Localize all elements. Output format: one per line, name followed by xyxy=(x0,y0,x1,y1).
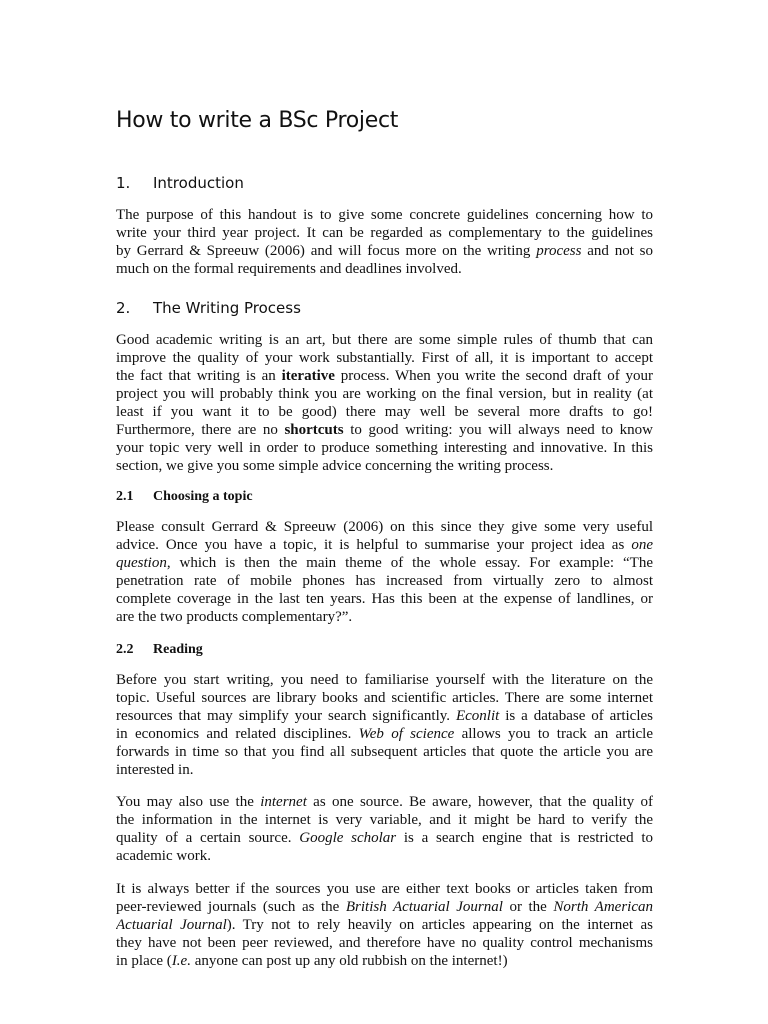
italic-text: question xyxy=(116,555,167,571)
text-run: are the two products complementary?”. xyxy=(116,609,353,625)
text-run: forwards in time so that you find all subsequent articles that quote the article you are xyxy=(116,744,653,760)
italic-text: Actuarial Journal xyxy=(116,917,227,933)
text-run: they have not been peer reviewed, and therefore have no quality control mechanisms xyxy=(116,935,653,951)
text-run: is a database of articles xyxy=(499,708,653,724)
text-line xyxy=(116,916,653,934)
text-line xyxy=(116,590,653,608)
text-run: by Gerrard & Spreeuw (2006) and will focus more on the writing xyxy=(116,243,537,259)
text-line xyxy=(116,847,653,865)
text-run: Furthermore, there are no xyxy=(116,422,285,438)
text-line xyxy=(116,880,653,898)
paragraph xyxy=(116,880,653,970)
text-line xyxy=(116,385,653,403)
bold-text: iterative xyxy=(281,368,335,384)
section-heading xyxy=(116,174,244,192)
paragraph xyxy=(116,331,653,475)
text-run: advice. Once you have a topic, it is helpful to summarise your project idea as xyxy=(116,537,632,553)
text-run: allows you to track an article xyxy=(454,726,653,742)
text-line xyxy=(116,367,653,385)
text-run: peer-reviewed journals (such as the xyxy=(116,899,346,915)
text-line xyxy=(116,554,653,572)
text-line xyxy=(116,952,653,970)
subsection-title: Choosing a topic xyxy=(153,489,253,504)
text-line xyxy=(116,725,653,743)
text-line xyxy=(116,793,653,811)
text-line xyxy=(116,608,653,626)
text-line xyxy=(116,761,653,779)
text-run: quality of a certain source. xyxy=(116,830,300,846)
text-run: topic. Useful sources are library books and scientific articles. There are some internet xyxy=(116,690,653,706)
subsection-number: 2.2 xyxy=(116,642,134,657)
text-line xyxy=(116,457,653,475)
text-line xyxy=(116,260,653,278)
text-run: Please consult Gerrard & Spreeuw (2006) on this since they give some very useful xyxy=(116,519,653,535)
text-line xyxy=(116,689,653,707)
italic-text: North American xyxy=(553,899,653,915)
text-line xyxy=(116,518,653,536)
text-run: to good writing: you will always need to know xyxy=(343,422,653,438)
text-run: ). Try not to rely heavily on articles appearing on the internet as xyxy=(226,917,653,933)
text-run: penetration rate of mobile phones has increased from virtually zero to almost xyxy=(116,573,653,589)
paragraph xyxy=(116,671,653,779)
text-run: It is always better if the sources you use are either text books or articles taken from xyxy=(116,881,653,897)
text-line xyxy=(116,536,653,554)
text-run: or the xyxy=(502,899,554,915)
text-run: process. When you write the second draft of your xyxy=(334,368,653,384)
text-run: your topic very well in order to produce something interesting and innovative. In this xyxy=(116,440,653,456)
text-line xyxy=(116,206,653,224)
subsection-title: Reading xyxy=(153,642,203,657)
italic-text: Econlit xyxy=(455,708,500,724)
text-line xyxy=(116,898,653,916)
text-line xyxy=(116,439,653,457)
section-heading xyxy=(116,299,301,317)
text-line xyxy=(116,707,653,725)
text-run: project you will probably think you are working on the final version, but in reality (at xyxy=(116,386,653,402)
subsection-heading xyxy=(116,489,253,505)
text-line xyxy=(116,572,653,590)
section-title: Introduction xyxy=(153,174,244,192)
text-run: section, we give you some simple advice concerning the writing process. xyxy=(116,458,554,474)
text-run: in economics and related disciplines. xyxy=(116,726,359,742)
text-line xyxy=(116,403,653,421)
section-number: 1. xyxy=(116,174,131,192)
text-line xyxy=(116,811,653,829)
italic-text: British Actuarial Journal xyxy=(345,899,503,915)
section-title: The Writing Process xyxy=(153,299,301,317)
text-run: and not so xyxy=(581,243,653,259)
text-run: as one source. Be aware, however, that the quality of xyxy=(306,794,653,810)
text-run: , which is then the main theme of the whole essay. For example: “The xyxy=(166,555,653,571)
italic-text: process xyxy=(536,243,582,259)
text-run: the information in the internet is very variable, and it might be hard to verify the xyxy=(116,812,653,828)
text-line xyxy=(116,743,653,761)
text-run: improve the quality of your work substantially. First of all, it is important to accept xyxy=(116,350,653,366)
text-run: resources that may simplify your search significantly. xyxy=(116,708,456,724)
text-line xyxy=(116,829,653,847)
italic-text: I.e. xyxy=(171,953,191,969)
text-run: write your third year project. It can be regarded as complementary to the guidelines xyxy=(116,225,653,241)
text-line xyxy=(116,421,653,439)
text-line xyxy=(116,331,653,349)
text-run: You may also use the xyxy=(116,794,261,810)
text-run: complete coverage in the last ten years. Has this been at the expense of landlines, or xyxy=(116,591,653,607)
document-title: How to write a BSc Project xyxy=(116,108,399,133)
text-line xyxy=(116,349,653,367)
text-run: much on the formal requirements and deadlines involved. xyxy=(116,261,462,277)
text-run: Good academic writing is an art, but there are some simple rules of thumb that can xyxy=(116,332,653,348)
text-run: anyone can post up any old rubbish on the internet!) xyxy=(190,953,508,969)
italic-text: one xyxy=(631,537,653,553)
italic-text: Google scholar xyxy=(299,830,397,846)
paragraph xyxy=(116,518,653,626)
text-line xyxy=(116,242,653,260)
bold-text: shortcuts xyxy=(284,422,344,438)
text-run: interested in. xyxy=(116,762,194,778)
text-line xyxy=(116,934,653,952)
paragraph xyxy=(116,793,653,865)
italic-text: Web of science xyxy=(358,726,455,742)
text-run: academic work. xyxy=(116,848,211,864)
subsection-number: 2.1 xyxy=(116,489,134,504)
text-run: the fact that writing is an xyxy=(116,368,282,384)
text-run: is a search engine that is restricted to xyxy=(396,830,653,846)
text-run: Before you start writing, you need to familiarise yourself with the literature on the xyxy=(116,672,653,688)
section-number: 2. xyxy=(116,299,131,317)
text-run: The purpose of this handout is to give some concrete guidelines concerning how to xyxy=(116,207,653,223)
text-run: in place ( xyxy=(116,953,172,969)
italic-text: internet xyxy=(260,794,307,810)
text-line xyxy=(116,224,653,242)
text-line xyxy=(116,671,653,689)
paragraph xyxy=(116,206,653,278)
text-run: least if you want it to be good) there may well be several more drafts to go! xyxy=(116,404,653,420)
subsection-heading xyxy=(116,642,203,658)
